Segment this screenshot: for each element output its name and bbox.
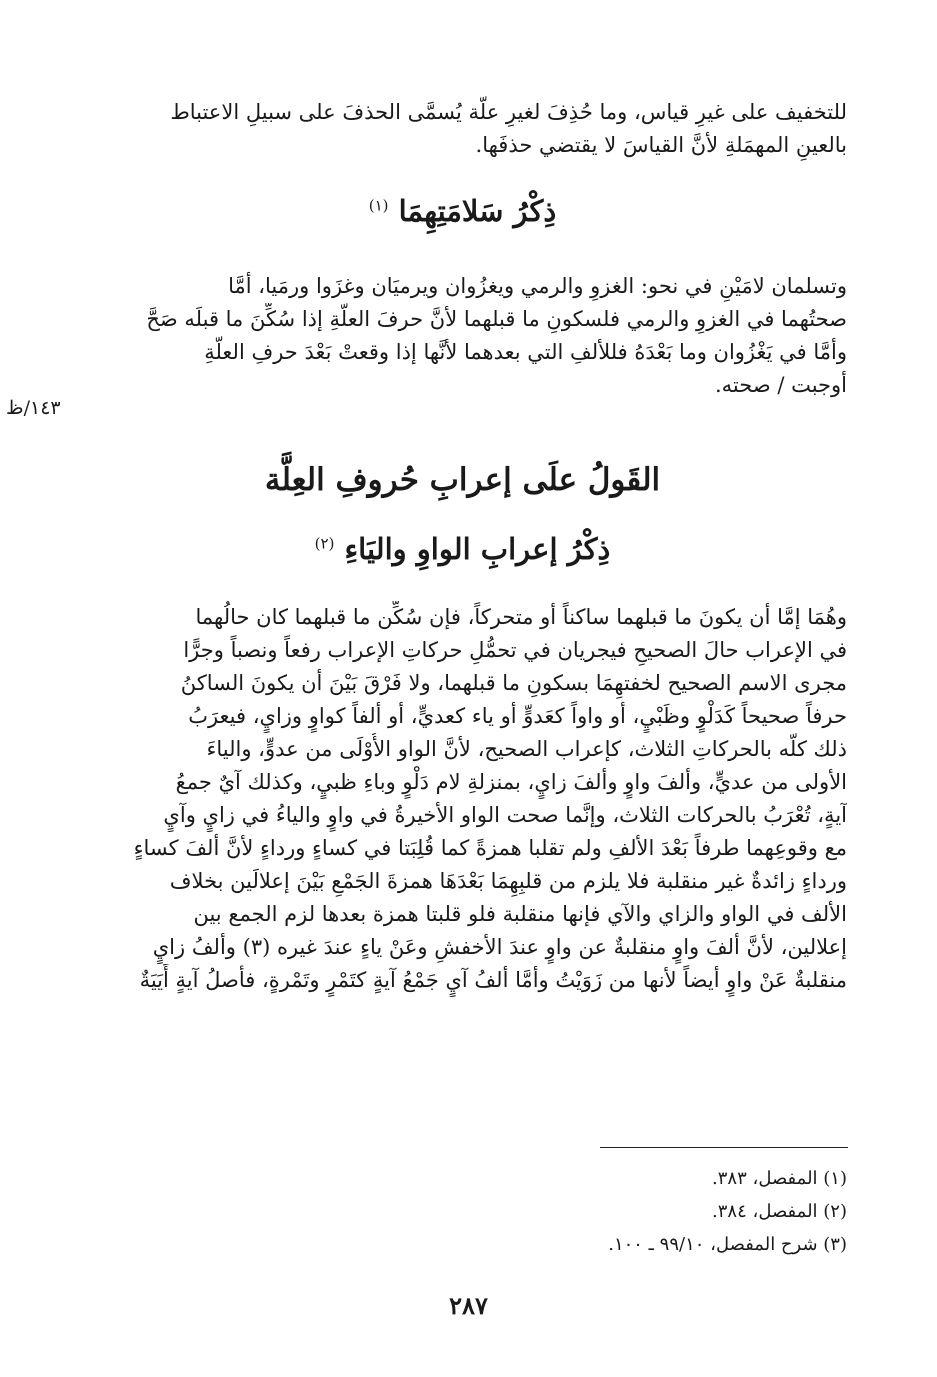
footnotes [608,1162,847,1261]
text-line: وأمَّا في يَغْزُوان وما بَعْدَهُ فللألفِ التي بعدهما لأنَّها إذا وقعتْ بَعْدَ حرفِ العلَّةِ [204,340,847,364]
text-line: في الإعراب حالَ الصحيحِ فيجريان في تحمُّلِ حركاتِ الإعراب رفعاً ونصباً وجرًّا [183,638,847,662]
text-line: للتخفيف على غيرِ قياس، وما حُذِفَ لغيرِ علَّة يُسمَّى الحذفَ على سبيلِ الاعتباط [170,100,847,124]
text-line: إعلالين، لأنَّ ألفَ واوٍ منقلبةٌ عن واوٍ عندَ الأخفشِ وعَنْ ياءٍ عندَ غيره (٣) وألفُ زايٍ [152,935,847,959]
page-number: ٢٨٧ [449,1291,488,1320]
paragraph-2 [78,270,847,402]
text-line: وتسلمان لامَيْنِ في نحو: الغزوِ والرمي ويغزُوان ويرميَان وغزَوا ورمَيا، أمَّا [228,274,847,298]
margin-folio-note: ١٤٣/ظ [6,397,61,419]
paragraph-1 [78,96,847,162]
section-heading-inflection [78,532,847,566]
footnote: (٣) شرح المفصل، ٩٩/١٠ ـ ١٠٠. [608,1234,847,1255]
chapter-heading [78,462,847,498]
heading-text: ذِكْرُ سَلامَتِهِمَا [398,194,557,228]
text-line: بالعينِ المهمَلةِ لأنَّ القياسَ لا يقتضي حذفَها. [475,133,847,157]
text-line: منقلبةٌ عَنْ واوٍ أيضاً لأنها من زَوَيْتُ وأمَّا ألفُ آيٍ جَمْعُ آيةٍ كتَمْرٍ وتَمْرةٍ، فأصلُ آيةٍ أَيَيَةٌ [139,968,847,992]
footnote-ref: (٢) [314,534,335,553]
text-line: وهُمَا إمَّا أن يكونَ ما قبلهما ساكناً أو متحركاً، فإن سُكِّن ما قبلهما كان حالُهما [195,605,847,629]
text-line: مع وقوعِهما طرفاً بَعْدَ الألفِ ولم تقلبا همزةً كما قُلِبَتا في كساءٍ ورداءٍ لأنَّ ألفَ كساءٍ [133,836,847,860]
text-line: الأولى من عديٍّ، وألفَ واوٍ وألفَ زايٍ، بمنزلةِ لام دَلْوٍ وباءِ ظبيٍ، وكذلك آيٌ جمعُ [175,770,847,794]
text-line: الألف في الواو والزاي والآي فإنها منقلبة فلو قلبتا همزة بعدها لزم الجمع بين [193,902,847,926]
text-line: آيةٍ، تُعْرَبُ بالحركات الثلاث، وإنَّما صحت الواو الأخيرةُ في واوٍ والياءُ في زايٍ وآيٍ [163,803,847,827]
heading-text: ذِكْرُ إعرابِ الواوِ واليَاءِ [344,532,611,566]
footnote-divider [600,1147,848,1148]
section-heading-safety [78,194,847,228]
footnote: (١) المفصل، ٣٨٣. [712,1168,847,1189]
text-line: ذلك كلُّه بالحركاتِ الثلاث، كإعراب الصحيح، لأنَّ الواو الأُوْلَى من عدوٍّ، والياءَ [206,737,847,761]
footnote: (٢) المفصل، ٣٨٤. [712,1201,847,1222]
paragraph-3 [78,601,847,997]
text-line: مجرى الاسم الصحيح لخفتهِمَا بسكونِ ما قبلهما، ولا فَرْقَ بَيْنَ أن يكونَ الساكنُ [180,671,847,695]
footnote-ref: (١) [368,196,389,215]
text-line: أوجبت / صحته. [715,373,847,397]
text-line: صحتُهما في الغزوِ والرمي فلسكونِ ما قبلهما لأنَّ حرفَ العلَّةِ إذا سُكِّنَ ما قبلَه صَحَّ [146,307,847,331]
text-line: ورداءٍ زائدةٌ غير منقلبة فلا يلزم من قلبِهِمَا بَعْدَهَا همزةَ الجَمْعِ بَيْنَ إعلالَين بخلاف [169,869,847,893]
heading-text: القَولُ علَى إعرابِ حُروفِ العِلَّة [264,462,661,498]
text-line: حرفاً صحيحاً كَدَلْوٍ وظَبْيٍ، أو واواً كعَدوٍّ أو ياء كعديٍّ، أو ألفاً كواوٍ وزايٍ، فيعرَبُ [188,704,847,728]
